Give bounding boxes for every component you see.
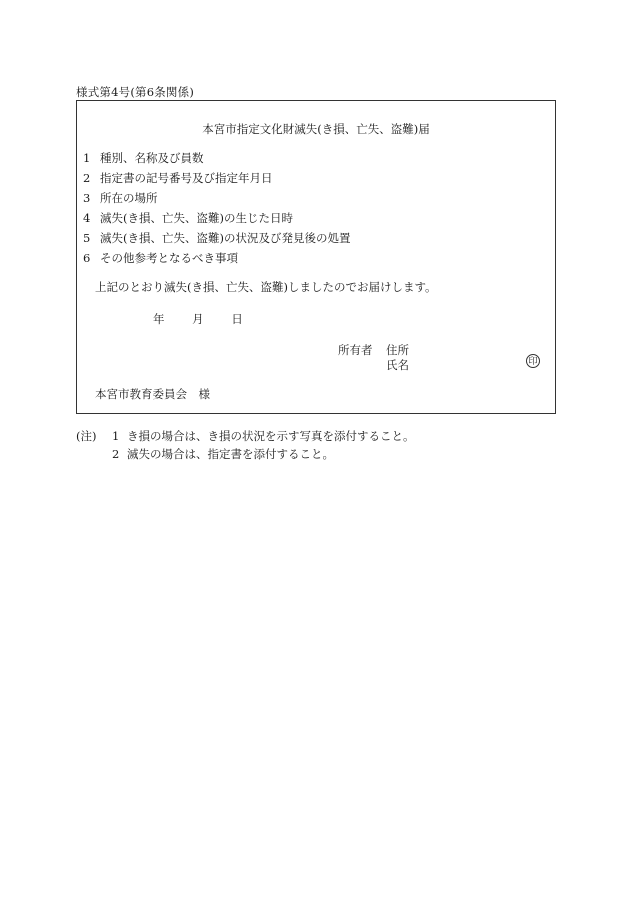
list-item	[83, 188, 350, 208]
list-item	[83, 148, 350, 168]
form-title: 本宮市指定文化財滅失(き損、亡失、盗難)届	[202, 122, 430, 136]
owner-label: 所有者	[338, 343, 373, 357]
note-number: 1	[112, 429, 120, 443]
item-text: 滅失(き損、亡失、盗難)の生じた日時	[100, 211, 293, 225]
item-text: その他参考となるべき事項	[100, 251, 238, 265]
year-label: 年	[153, 312, 165, 326]
notes-label: (注)	[76, 429, 97, 443]
list-item	[83, 228, 350, 248]
item-text: 指定書の記号番号及び指定年月日	[100, 171, 273, 185]
item-number: 4	[83, 211, 91, 225]
item-number: 5	[83, 231, 91, 245]
month-label: 月	[192, 312, 204, 326]
note-item	[76, 445, 415, 463]
seal-mark: 印	[526, 354, 540, 368]
addressee: 本宮市教育委員会 様	[95, 387, 210, 401]
item-text: 種別、名称及び員数	[100, 151, 204, 165]
note-text: き損の場合は、き損の状況を示す写真を添付すること。	[127, 429, 415, 443]
item-text: 滅失(き損、亡失、盗難)の状況及び発見後の処置	[100, 231, 351, 245]
date-line	[153, 311, 243, 327]
list-item	[83, 248, 350, 268]
notes-section	[76, 427, 415, 463]
address-label: 住所	[386, 343, 409, 357]
item-number: 2	[83, 171, 91, 185]
form-number-label: 様式第4号(第6条関係)	[76, 85, 195, 99]
item-list	[83, 148, 350, 268]
list-item	[83, 168, 350, 188]
day-label: 日	[231, 312, 243, 326]
item-number: 6	[83, 251, 91, 265]
declaration-statement: 上記のとおり滅失(き損、亡失、盗難)しましたのでお届けします。	[95, 280, 437, 294]
note-text: 滅失の場合は、指定書を添付すること。	[127, 447, 334, 461]
item-number: 3	[83, 191, 91, 205]
list-item	[83, 208, 350, 228]
note-number: 2	[112, 447, 120, 461]
item-text: 所在の場所	[100, 191, 158, 205]
note-item	[76, 427, 415, 445]
item-number: 1	[83, 151, 91, 165]
name-label: 氏名	[386, 358, 409, 372]
notification-form	[76, 100, 556, 414]
